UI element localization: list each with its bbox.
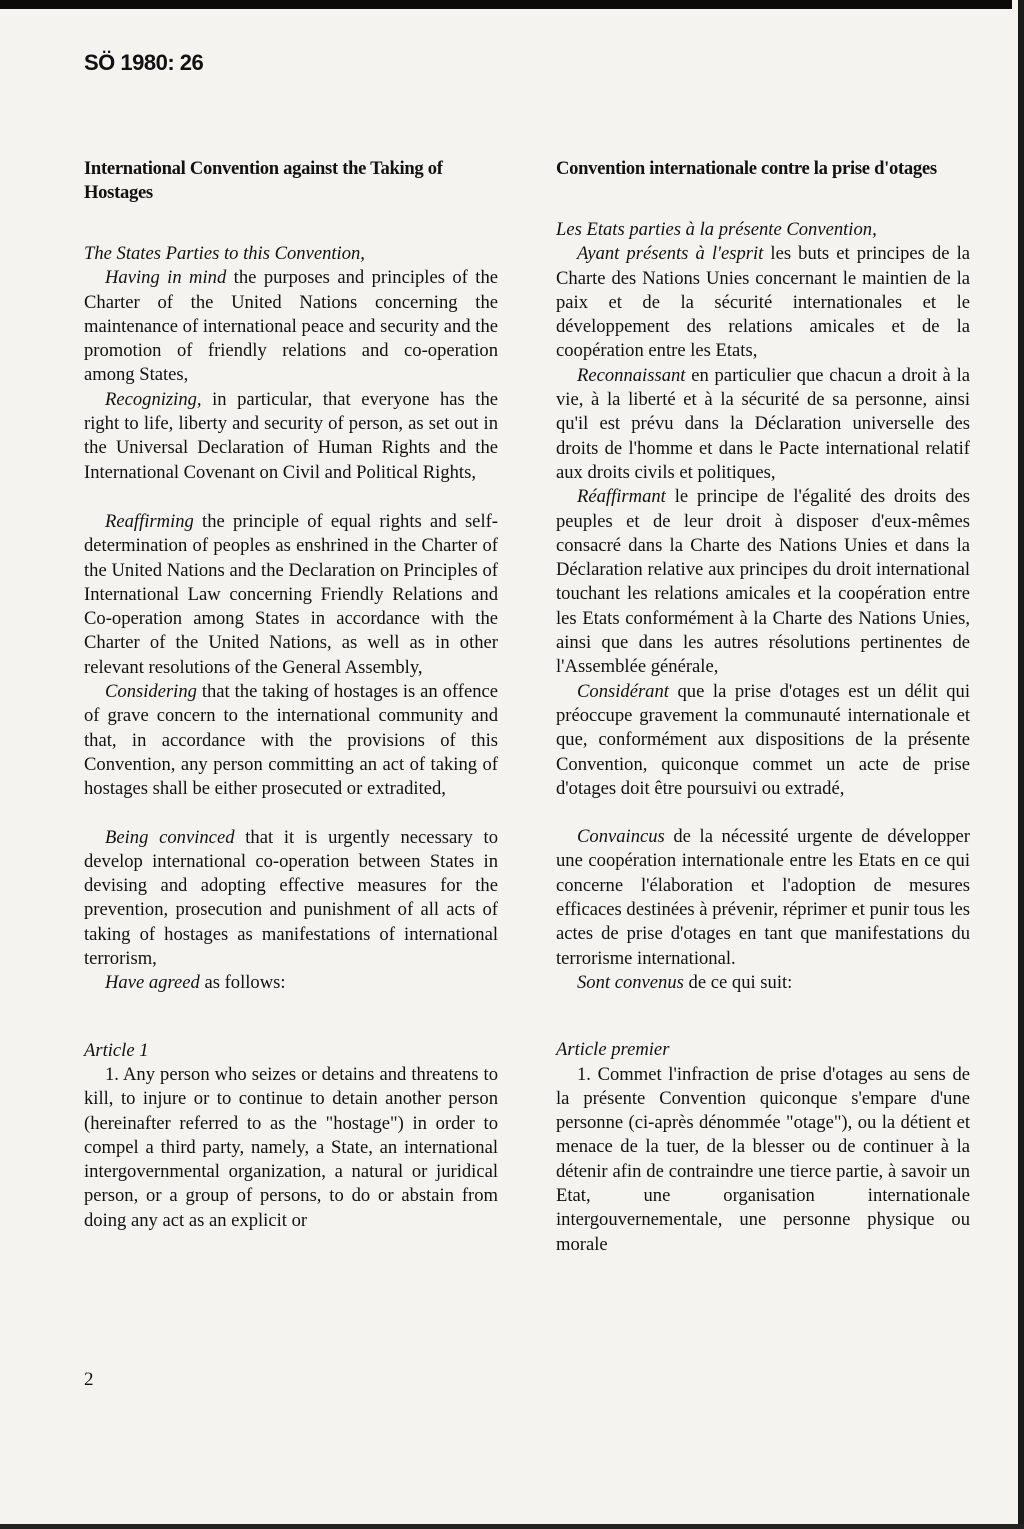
french-text: le principe de l'égalité des droits des peuples et de leur droit à disposer d'eux-mêmes consacré dans la Charte des Nations Unies et dans la Déclaration relative aux principes du droit international touchant les relations amicales et la coopération entre les Etats conformément à la Charte des Nations Unies, ainsi que dans les autres résolutions pertinentes de l'Assemblée générale,: [556, 486, 970, 678]
english-paragraph: [84, 971, 498, 995]
french-column: [556, 157, 970, 1257]
french-text: de ce qui suit:: [683, 971, 793, 993]
page-number: 2: [84, 1369, 94, 1390]
french-article-heading: Article premier: [556, 1039, 670, 1061]
english-lead: Being convinced: [105, 826, 235, 848]
running-head: SÖ 1980: 26: [84, 50, 204, 75]
english-title: International Convention against the Taking of Hostages: [84, 158, 443, 203]
french-lead: Considérant: [577, 680, 669, 702]
right-border: [1018, 0, 1024, 1529]
english-text: the purposes and principles of the Charter of the United Nations concerning the maintenance of international peace and security and the promotion of friendly relations and co-operation among States,: [84, 267, 498, 386]
english-paragraph: [84, 510, 498, 680]
french-text: les buts et principes de la Charte des Nations Unies concernant le maintien de la paix et de la sécurité internationales et le développement des relations amicales et de la coopération entre les Etats,: [556, 243, 970, 362]
english-lead: Have agreed: [105, 972, 200, 994]
english-paragraph: [84, 826, 498, 972]
french-paragraph: [556, 825, 970, 971]
english-text: that the taking of hostages is an offence of grave concern to the international community and that, in accordance with the provisions of this Convention, any person committing an act of taking of hostages shall be either prosecuted or extradited,: [84, 681, 498, 800]
english-paragraph: [84, 388, 498, 485]
english-lead: Recognizing,: [105, 388, 202, 410]
english-article-paragraph: 1. Any person who seizes or detains and threatens to kill, to injure or to continue to detain another person (hereinafter referred to as the "hostage") in order to compel a third party, namely, a State, an international intergovernmental organization, a natural or juridical person, or a group of persons, to do or abstain from doing any act as an explicit or: [84, 1063, 498, 1231]
french-paragraph: [556, 971, 970, 995]
english-lead: Reaffirming: [105, 510, 194, 532]
french-preamble-intro-text: Les Etats parties à la présente Convention,: [556, 219, 877, 240]
french-lead: Sont convenus: [577, 971, 684, 993]
french-preamble-intro: [556, 218, 970, 242]
french-paragraph: [556, 485, 970, 679]
french-text: en particulier que chacun a droit à la vie, à la liberté et à la sécurité de sa personne, ainsi qu'il est prévu dans la Déclaration universelle des droits de l'homme et dans le Pacte international relatif aux droits civils et politiques,: [556, 364, 970, 483]
french-lead: Ayant présents à l'esprit: [577, 243, 764, 265]
top-border: [0, 0, 1012, 9]
english-text: that it is urgently necessary to develop international co-operation between States in devising and adopting effective measures for the prevention, prosecution and punishment of all acts of taking of hostages as manifestations of international terrorism,: [84, 826, 498, 970]
french-article-paragraph: 1. Commet l'infraction de prise d'otages au sens de la présente Convention quiconque s'empare d'une personne (ci-après dénommée "otage"), ou la détient et menace de la tuer, de la blesser ou de continuer à la détenir afin de contraindre une tierce partie, à savoir un Etat, une organisation internationale intergouvernementale, une personne physique ou morale: [556, 1063, 970, 1255]
english-lead: Considering: [105, 681, 197, 703]
french-text: que la prise d'otages est un délit qui préoccupe gravement la communauté internationale et que, conformément aux dispositions de la présente Convention, quiconque commet un acte de prise d'otages doit être poursuivi ou extradé,: [556, 680, 970, 799]
french-paragraph: [556, 680, 970, 801]
english-text: as follows:: [199, 972, 286, 994]
english-preamble-intro-text: The States Parties to this Convention,: [84, 243, 365, 264]
french-lead: Reconnaissant: [577, 364, 686, 386]
english-paragraph: [84, 680, 498, 801]
english-preamble-intro: [84, 242, 498, 266]
english-lead: Having in mind: [105, 267, 227, 289]
french-paragraph: [556, 364, 970, 485]
english-text: the principle of equal rights and self-determination of peoples as enshrined in the Charter of the United Nations and the Declaration on Principles of International Law concerning Friendly Relations and Co-operation among States in accordance with the Charter of the United Nations, as well as in other relevant resolutions of the General Assembly,: [84, 510, 498, 678]
english-article-heading: Article 1: [84, 1039, 149, 1061]
french-text: de la nécessité urgente de développer une coopération internationale entre les Etats en ce qui concerne l'élaboration et l'adoption de mesures efficaces destinées à prévenir, réprimer et punir tous les actes de prise d'otages en tant que manifestations du terrorisme international.: [556, 826, 970, 969]
french-title: Convention internationale contre la prise d'otages: [556, 158, 937, 179]
french-paragraph: [556, 242, 970, 363]
english-text: in particular, that everyone has the right to life, liberty and security of person, as set out in the Universal Declaration of Human Rights and the International Covenant on Civil and Political Rights,: [84, 388, 498, 483]
french-lead: Convaincus: [577, 826, 665, 848]
english-column: [84, 157, 498, 1233]
english-paragraph: [84, 266, 498, 387]
french-lead: Réaffirmant: [577, 486, 666, 508]
bottom-border: [0, 1524, 1024, 1529]
